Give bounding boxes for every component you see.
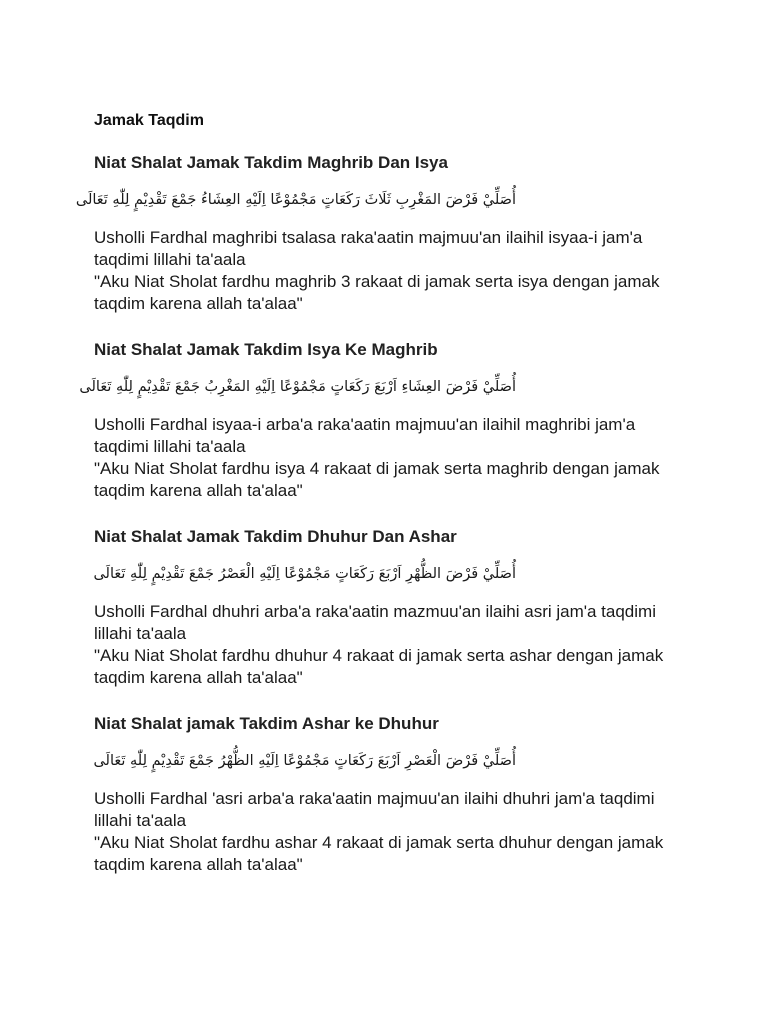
arabic-niat-text: أُصَلِّيْ فَرْضَ الظُّهْرِ اَرْبَعَ رَكَعَاتٍ مَجْمُوْعًا اِلَيْهِ الْعَصْرُ جَمْعَ تَقْدِيْمٍ لِلّٰهِ تَعَالَى bbox=[93, 566, 516, 582]
document-page bbox=[75, 111, 684, 900]
transliteration-text: Usholli Fardhal dhuhri arba'a raka'aatin mazmuu'an ilaihi asri jam'a taqdimi lillahi ta'aala bbox=[94, 602, 656, 643]
transliteration-text: Usholli Fardhal maghribi tsalasa raka'aatin majmuu'an ilaihil isyaa-i jam'a taqdimi lillahi ta'aala bbox=[94, 228, 643, 269]
translation-text: "Aku Niat Sholat fardhu dhuhur 4 rakaat di jamak serta ashar dengan jamak taqdim karena allah ta'alaa" bbox=[94, 646, 664, 687]
transliteration-text: Usholli Fardhal isyaa-i arba'a raka'aatin majmuu'an ilaihil maghribi jam'a taqdimi lillahi ta'aala bbox=[94, 415, 636, 456]
section-heading: Niat Shalat Jamak Takdim Dhuhur Dan Ashar bbox=[94, 527, 457, 546]
transliteration-text: Usholli Fardhal 'asri arba'a raka'aatin majmuu'an ilaihi dhuhri jam'a taqdimi lillahi ta'aala bbox=[94, 789, 655, 830]
section-ashar-dhuhur bbox=[94, 713, 684, 876]
document-title: Jamak Taqdim bbox=[94, 112, 204, 129]
section-isya-maghrib bbox=[79, 339, 684, 502]
arabic-niat-text: أُصَلِّيْ فَرْضَ العِشَاءِ اَرْبَعَ رَكَعَاتٍ مَجْمُوْعًا اِلَيْهِ المَغْرِبُ جَمْعَ تَقْدِيْمٍ لِلّٰهِ تَعَالَى bbox=[79, 379, 516, 395]
section-heading: Niat Shalat jamak Takdim Ashar ke Dhuhur bbox=[94, 714, 439, 733]
arabic-niat-text: أُصَلِّيْ فَرْضَ الْعَصْرِ اَرْبَعَ رَكَعَاتٍ مَجْمُوْعًا اِلَيْهِ الظُّهْرُ جَمْعَ تَقْدِيْمٍ لِلّٰهِ تَعَالَى bbox=[93, 753, 516, 769]
translation-text: "Aku Niat Sholat fardhu ashar 4 rakaat di jamak serta dhuhur dengan jamak taqdim karena allah ta'alaa" bbox=[94, 833, 664, 874]
section-maghrib-isya bbox=[75, 152, 684, 315]
arabic-niat-text: أُصَلِّيْ فَرْضَ المَغْرِبِ ثَلَاثَ رَكَعَاتٍ مَجْمُوْعًا اِلَيْهِ العِشَاءُ جَمْعَ تَقْدِيْمٍ لِلّٰهِ تَعَالَى bbox=[75, 192, 516, 208]
translation-text: "Aku Niat Sholat fardhu isya 4 rakaat di jamak serta maghrib dengan jamak taqdim karena allah ta'alaa" bbox=[94, 459, 660, 500]
section-heading: Niat Shalat Jamak Takdim Isya Ke Maghrib bbox=[94, 340, 438, 359]
translation-text: "Aku Niat Sholat fardhu maghrib 3 rakaat di jamak serta isya dengan jamak taqdim karena allah ta'alaa" bbox=[94, 272, 660, 313]
section-dhuhur-ashar bbox=[94, 526, 684, 689]
section-heading: Niat Shalat Jamak Takdim Maghrib Dan Isya bbox=[94, 153, 448, 172]
